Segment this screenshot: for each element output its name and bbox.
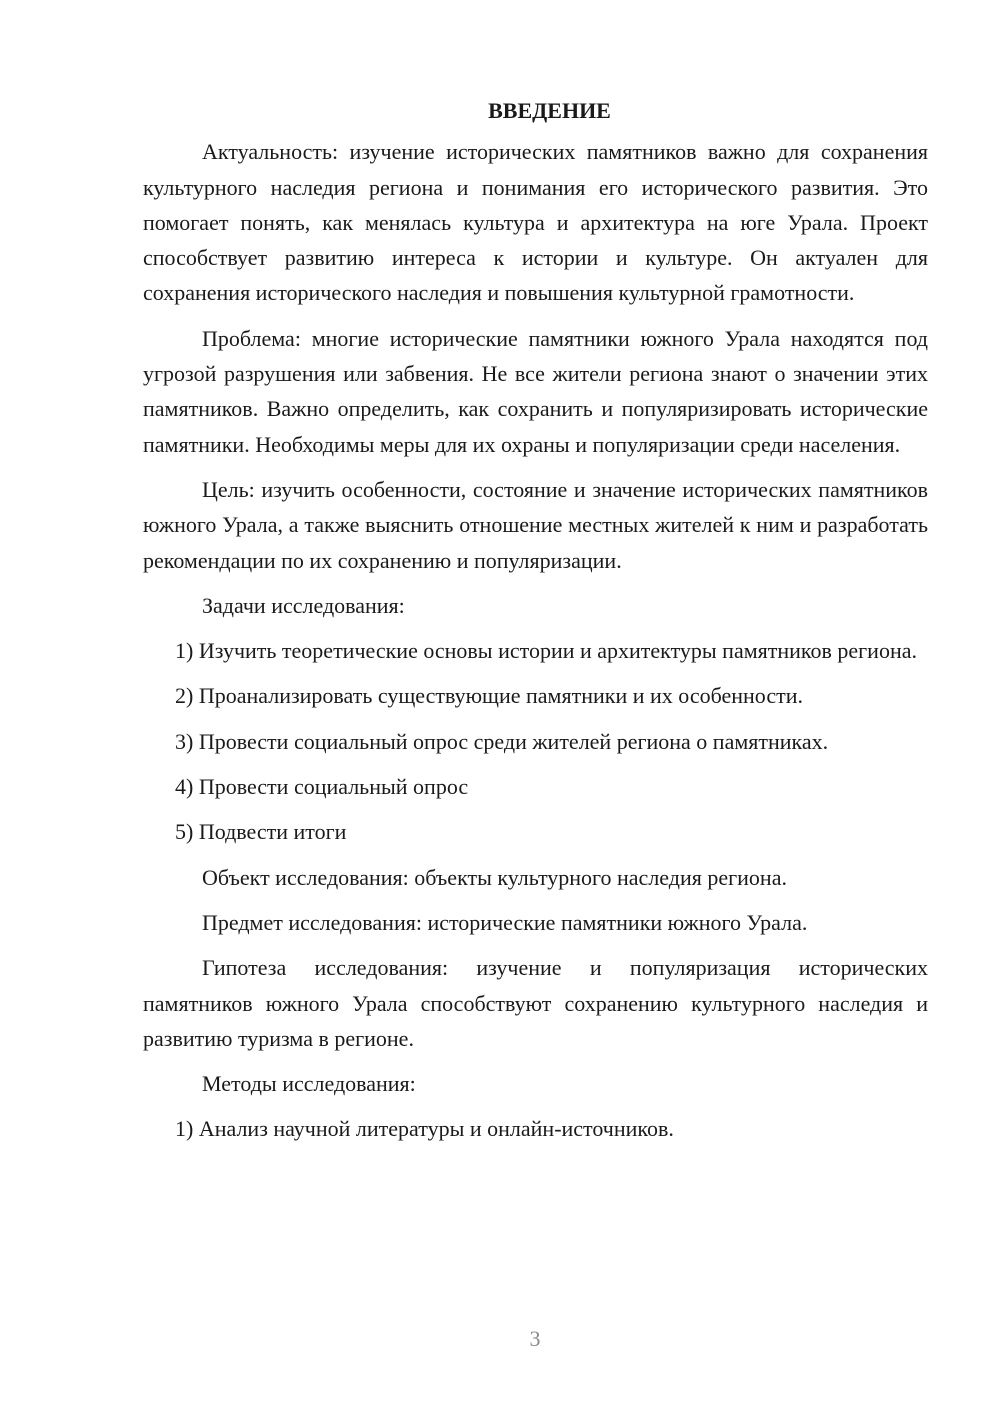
page-number: 3 — [529, 1326, 541, 1351]
section-title: ВВЕДЕНИЕ — [488, 98, 611, 123]
paragraph-relevance: Актуальность: изучение исторических памятников важно для сохранения культурного наследия региона и понимания его исторического развития. Это помогает понять, как менялась культура и архитектура на юге Урала. Проект способствует развитию интереса к истории и культуре. Он актуален для сохранения исторического наследия и повышения культурной грамотности. — [143, 139, 928, 306]
paragraph-problem: Проблема: многие исторические памятники южного Урала находятся под угрозой разрушения или забвения. Не все жители региона знают о значении этих памятников. Важно определить, как сохранить и популяризировать исторические памятники. Необходимы меры для их охраны и популяризации среди населения. — [143, 325, 928, 457]
method-item-1: 1) Анализ научной литературы и онлайн-источников. — [175, 1116, 674, 1142]
task-item-3: 3) Провести социальный опрос среди жителей региона о памятниках. — [175, 728, 829, 754]
paragraph-hypothesis: Гипотеза исследования: изучение и популяризация исторических памятников южного Урала способствуют сохранению культурного наследия и развитию туризма в регионе. — [143, 955, 928, 1051]
paragraph-object: Объект исследования: объекты культурного наследия региона. — [202, 864, 787, 890]
task-item-2: 2) Проанализировать существующие памятники и их особенности. — [175, 683, 803, 709]
paragraph-subject: Предмет исследования: исторические памятники южного Урала. — [202, 909, 808, 935]
tasks-heading: Задачи исследования: — [202, 592, 405, 618]
task-item-4: 4) Провести социальный опрос — [175, 774, 469, 800]
paragraph-goal: Цель: изучить особенности, состояние и значение исторических памятников южного Урала, а также выяснить отношение местных жителей к ним и разработать рекомендации по их сохранению и популяризации. — [143, 476, 928, 573]
task-item-5: 5) Подвести итоги — [175, 819, 347, 845]
methods-heading: Методы исследования: — [202, 1071, 416, 1097]
task-item-1: 1) Изучить теоретические основы истории и архитектуры памятников региона. — [175, 638, 917, 664]
document-body — [143, 93, 928, 1157]
